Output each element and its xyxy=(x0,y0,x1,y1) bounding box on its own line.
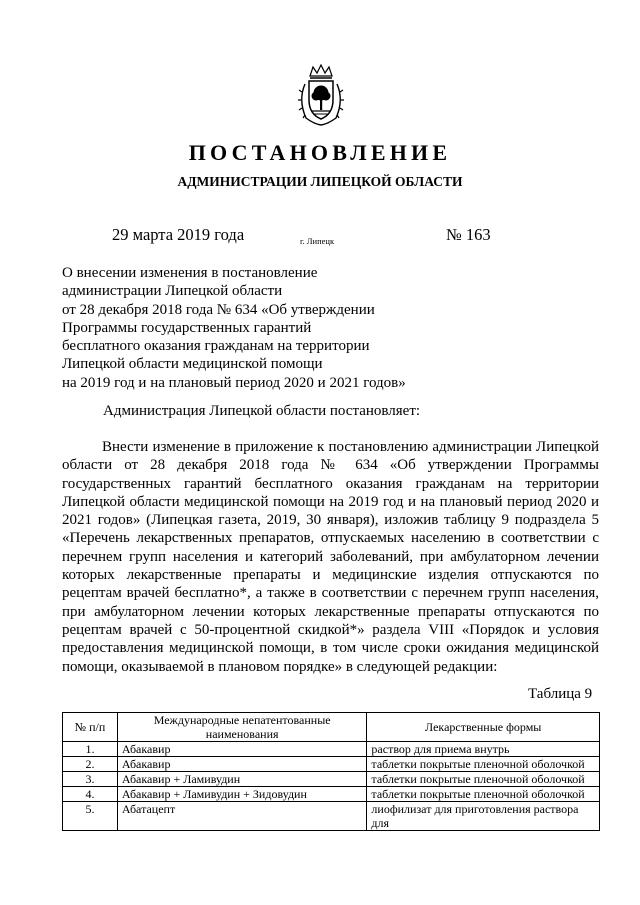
document-title: ПОСТАНОВЛЕНИЕ xyxy=(188,140,452,165)
cell-form: таблетки покрытые пленочной оболочкой xyxy=(367,757,600,772)
cell-num: 4. xyxy=(63,787,118,802)
decree-statement: Администрация Липецкой области постановляет: xyxy=(103,403,421,419)
document-caption xyxy=(62,264,422,392)
table-label: Таблица 9 xyxy=(528,686,593,702)
cell-num: 3. xyxy=(63,772,118,787)
caption-line: О внесении изменения в постановление xyxy=(62,265,318,281)
body-paragraph: Внести изменение в приложение к постановлению администрации Липецкой области от 28 декабря 2018 года № 634 «Об утверждении Программы государственных гарантий бесплатного оказания гражданам на территории Липецкой области медицинской помощи на 2019 год и на плановый период 2020 и 2021 годов» (Липецкая газета, 2019, 30 января), изложив таблицу 9 подраздела 5 «Перечень лекарственных препаратов, отпускаемых населению в соответствии с перечнем групп населения и категорий заболеваний, при амбулаторном лечении которых лекарственные препараты и медицинские изделия отпускаются по рецептам врачей бесплатно*, а также в соответствии с перечнем групп населения, при амбулаторном лечении которых лекарственные препараты отпускаются по рецептам врачей с 50-процентной скидкой*» раздела VIII «Порядок и условия предоставления медицинской помощи, в том числе сроки ожидания медицинской помощи, оказываемой в плановом порядке» в следующей редакции: xyxy=(62,439,599,675)
issuing-authority: АДМИНИСТРАЦИИ ЛИПЕЦКОЙ ОБЛАСТИ xyxy=(177,174,463,189)
cell-name: Абакавир + Ламивудин + Зидовудин xyxy=(117,787,367,802)
cell-form: лиофилизат для приготовления раствора для xyxy=(367,802,600,831)
header-name: Международные непатентованные наименования xyxy=(117,713,367,742)
cell-form: раствор для приема внутрь xyxy=(367,742,600,757)
cell-num: 5. xyxy=(63,802,118,831)
cell-form: таблетки покрытые пленочной оболочкой xyxy=(367,772,600,787)
document-city: г. Липецк xyxy=(300,236,335,246)
drugs-table xyxy=(62,712,600,831)
table-row xyxy=(63,802,600,831)
document-number: № 163 xyxy=(446,225,491,244)
table-header-row xyxy=(63,713,600,742)
caption-line: Программы государственных гарантий xyxy=(62,319,312,336)
header-num: № п/п xyxy=(63,713,118,742)
caption-line: бесплатного оказания гражданам на территории xyxy=(62,338,370,355)
document-date: 29 марта 2019 года xyxy=(112,225,245,244)
cell-name: Абакавир xyxy=(117,757,367,772)
table-row xyxy=(63,757,600,772)
caption-line: администрации Липецкой области xyxy=(62,283,283,300)
header-form: Лекарственные формы xyxy=(367,713,600,742)
coat-of-arms-icon xyxy=(296,64,346,126)
cell-name: Абакавир xyxy=(117,742,367,757)
cell-name: Абакавир + Ламивудин xyxy=(117,772,367,787)
cell-num: 1. xyxy=(63,742,118,757)
cell-num: 2. xyxy=(63,757,118,772)
cell-form: таблетки покрытые пленочной оболочкой xyxy=(367,787,600,802)
table-row xyxy=(63,787,600,802)
cell-name: Абатацепт xyxy=(117,802,367,831)
caption-line: от 28 декабря 2018 года № 634 «Об утверждении xyxy=(62,301,375,318)
caption-line: Липецкой области медицинской помощи xyxy=(62,356,323,373)
caption-line: на 2019 год и на плановый период 2020 и 2021 годов» xyxy=(62,374,406,391)
table-row xyxy=(63,742,600,757)
table-row xyxy=(63,772,600,787)
